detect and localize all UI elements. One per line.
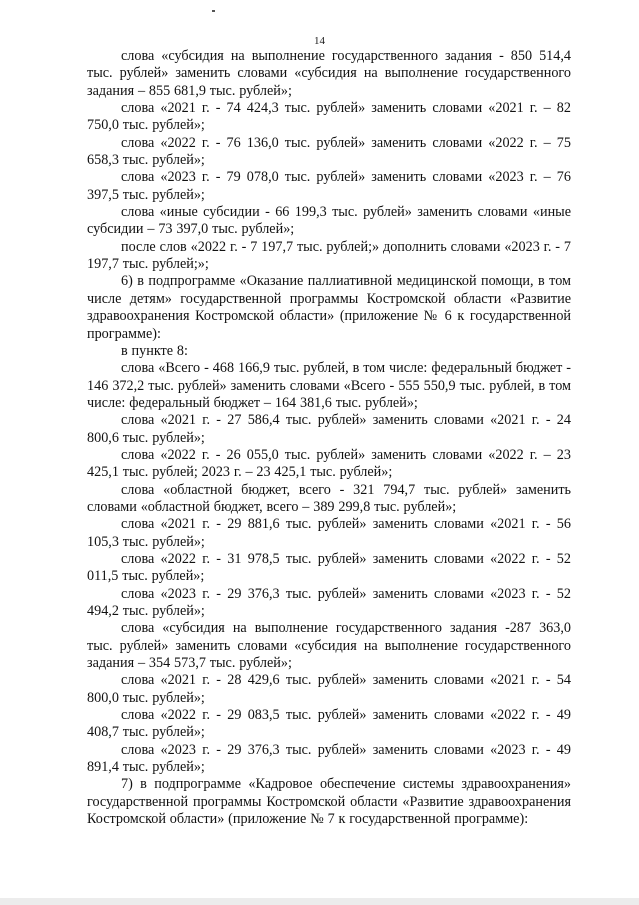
paragraph: слова «областной бюджет, всего - 321 794,7 тыс. рублей» заменить словами «областной бюджет, всего – 389 299,8 тыс. рублей»;	[87, 481, 571, 515]
paragraph: 7) в подпрограмме «Кадровое обеспечение системы здравоохранения» государственной программы Костромской области «Развитие здравоохранения Костромской области» (приложение № 7 к государственной программе):	[87, 776, 571, 828]
paragraph: слова «2021 г. - 28 429,6 тыс. рублей» заменить словами «2021 г. - 54 800,0 тыс. рублей»;	[87, 672, 571, 706]
scan-bottom-edge	[0, 898, 639, 905]
paragraph: слова «2023 г. - 79 078,0 тыс. рублей» заменить словами «2023 г. – 76 397,5 тыс. рублей»;	[87, 169, 571, 203]
paragraph: слова «субсидия на выполнение государственного задания - 850 514,4 тыс. рублей» заменить словами «субсидия на выполнение государственного задания – 855 681,9 тыс. рублей»;	[87, 48, 571, 99]
paragraph: слова «Всего - 468 166,9 тыс. рублей, в том числе: федеральный бюджет - 146 372,2 тыс. рублей» заменить словами «Всего - 555 550,9 тыс. рублей, в том числе: федеральный бюджет – 164 381,6 тыс. рублей»;	[87, 360, 571, 411]
page-number: 14	[314, 35, 325, 47]
paragraph: слова «2022 г. - 26 055,0 тыс. рублей» заменить словами «2022 г. – 23 425,1 тыс. рублей; 2023 г. – 23 425,1 тыс. рублей»;	[87, 446, 571, 481]
paragraph: слова «2023 г. - 29 376,3 тыс. рублей» заменить словами «2023 г. - 49 891,4 тыс. рублей»;	[87, 741, 571, 776]
paragraph: слова «2023 г. - 29 376,3 тыс. рублей» заменить словами «2023 г. - 52 494,2 тыс. рублей»;	[87, 585, 571, 619]
paragraph: слова «2021 г. - 27 586,4 тыс. рублей» заменить словами «2021 г. - 24 800,6 тыс. рублей»;	[87, 412, 571, 446]
paragraph: слова «иные субсидии - 66 199,3 тыс. рублей» заменить словами «иные субсидии – 73 397,0 тыс. рублей»;	[87, 204, 571, 238]
paragraph: 6) в подпрограмме «Оказание паллиативной медицинской помощи, в том числе детям» государственной программы Костромской области «Развитие здравоохранения Костромской области» (приложение № 6 к государственной программе):	[87, 273, 571, 342]
paragraph: слова «2022 г. - 29 083,5 тыс. рублей» заменить словами «2022 г. - 49 408,7 тыс. рублей»;	[87, 707, 571, 741]
paragraph: после слов «2022 г. - 7 197,7 тыс. рублей;» дополнить словами «2023 г. - 7 197,7 тыс. рублей;»;	[87, 238, 571, 273]
paragraph: в пункте 8:	[121, 342, 188, 359]
paragraph: слова «2022 г. - 31 978,5 тыс. рублей» заменить словами «2022 г. - 52 011,5 тыс. рублей»;	[87, 550, 571, 585]
paragraph: слова «2022 г. - 76 136,0 тыс. рублей» заменить словами «2022 г. – 75 658,3 тыс. рублей»;	[87, 134, 571, 169]
paragraph: слова «2021 г. - 29 881,6 тыс. рублей» заменить словами «2021 г. - 56 105,3 тыс. рублей»;	[87, 516, 571, 550]
scan-artifact	[212, 10, 215, 12]
document-body	[87, 48, 571, 828]
paragraph: слова «субсидия на выполнение государственного задания -287 363,0 тыс. рублей» заменить словами «субсидия на выполнение государственного задания – 354 573,7 тыс. рублей»;	[87, 620, 571, 672]
paragraph: слова «2021 г. - 74 424,3 тыс. рублей» заменить словами «2021 г. – 82 750,0 тыс. рублей»;	[87, 100, 571, 134]
